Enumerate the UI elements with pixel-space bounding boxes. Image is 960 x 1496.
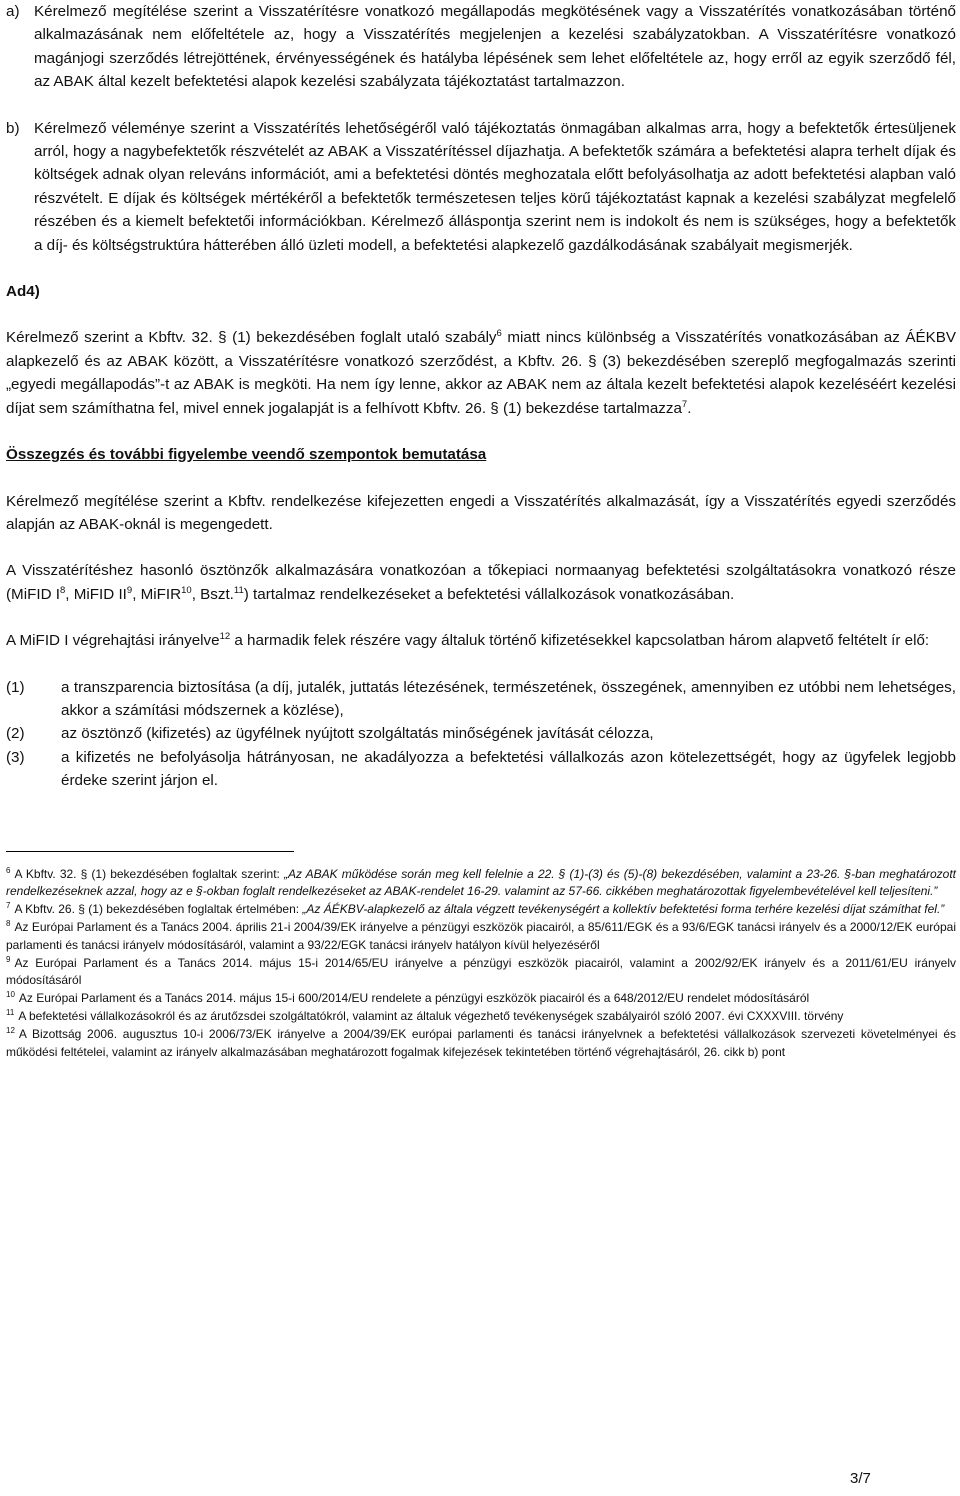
- footnote-ref-6[interactable]: 6: [496, 328, 502, 340]
- page-number: 3/7: [850, 1470, 871, 1487]
- paragraph-b-label: b): [6, 119, 20, 137]
- summary-paragraph-1: Kérelmező megítélése szerint a Kbftv. rendelkezése kifejezetten engedi a Visszatérítés alkalmazását, így a Visszatérítés egyedi szerződés alapján az ABAK-oknál is megengedett.: [6, 492, 956, 533]
- footnote-11: $^{11}$ A befektetési vállalkozásokról és az árutőzsdei szolgáltatókról, valamint az általuk végezhető tevékenységek szabályairól szóló 2007. évi CXXXVIII. törvény: [6, 1007, 844, 1023]
- footnote-10: $^{10}$ Az Európai Parlament és a Tanács 2014. május 15-i 600/2014/EU rendelete a pénzügyi eszközök piacairól és a 648/2012/EU rendelet módosításáról: [6, 990, 810, 1006]
- footnote-ref-9[interactable]: 9: [126, 584, 133, 596]
- footnote-separator: [6, 851, 294, 852]
- footnote-6: $^6$ A Kbftv. 32. § (1) bekezdésében foglaltak szerint: „Az ABAK működése során meg kell felelnie a 22. § (1)-(3) és (5)-(8) bekezdésében, valamint a 23-26. §-ban meghatározott rendelkezéseknek azzal, hogy az e §-okban foglalt rendelkezéseket az ABAK-rendelet 16-29. valamint az 57-66. cikkében meghatározottak figyelembevételével kell teljesíteni.”: [6, 865, 957, 899]
- document-page: [6, 0, 956, 1061]
- list-item: (3) a kifizetés ne befolyásolja hátrányosan, ne akadályozza a befektetési vállalkozás azon kötelezettségét, hogy az ügyfelek legjobb érdeke szerint járjon el.: [6, 748, 956, 790]
- footnote-ref-8[interactable]: 8: [60, 584, 66, 596]
- footnote-ref-10[interactable]: 10: [181, 584, 192, 596]
- footnote-ref-11[interactable]: 11: [233, 584, 244, 596]
- paragraph-a: [6, 0, 956, 94]
- paragraph-a-text: Kérelmező megítélése szerint a Visszatérítésre vonatkozó megállapodás megkötésének vagy a Visszatérítés vonatkozásában történő alkalmazásának nem előfeltétele az, hogy a Visszatérítés megjelenjen a kezelési szabályzatokban. A Visszatérítésre vonatkozó magánjogi szerződés létrejöttének, érvényességének és hatályba lépésének sem lehet előfeltétele az, hogy erről az egyik szerződő fél, az ABAK által kezelt befektetési alapok kezelési szabályzata tájékoztatást tartalmazzon.: [34, 3, 956, 91]
- summary-paragraph-2: A Visszatérítéshez hasonló ösztönzők alkalmazására vonatkozóan a tőkepiaci normaanyag befektetési szolgáltatásokra vonatkozó része (MiFID $I^8$, MiFID $II^9$, MiFIR$^{10}$, Bszt.$^{11}$) tartalmaz rendelkezéseket a befektetési vállalkozások vonatkozásában.: [6, 562, 956, 603]
- ad4-heading: Ad4): [6, 283, 40, 301]
- paragraph-b: [6, 117, 956, 257]
- footnote-9: $^9$ Az Európai Parlament és a Tanács 2014. május 15-i 2014/65/EU irányelve a pénzügyi eszközök piacairól, valamint a 2002/92/EK irányelv és a 2011/61/EU irányelv módosításáról: [6, 954, 956, 988]
- summary-heading: Összegzés és további figyelembe veendő szempontok bemutatása: [6, 446, 487, 464]
- footnote-12: $^{12}$ A Bizottság 2006. augusztus 10-i 2006/73/EK irányelve a 2004/39/EK európai parlamenti és tanácsi irányelvnek a befektetési vállalkozások szervezeti követelményei és működési feltételei, valamint az irányelv alkalmazásában meghatározott fogalmak kifejezések tekintetében történő végrehajtásáról, 26. cikk b) pont: [6, 1025, 956, 1059]
- paragraph-b-text: Kérelmező véleménye szerint a Visszatérítés lehetőségéről való tájékoztatás önmagában alkalmas arra, hogy a befektetők értesüljenek arról, hogy a nagybefektetők részvételét az ABAK a Visszatérítéssel díjazhatja. A befektetők számára a befektetési alapra terhelt díjak és költségek adnak olyan releváns információt, ami a befektetési döntés meghozatala előtt befolyásolhatja az adott befektetési alapban való részvételt. E díjak és költségek mértékéről a befektetők természetesen teljes körű tájékoztatást kapnak a kezelési szabályzat megfelelő részében és a kiemelt befektetői információkban. Kérelmező álláspontja szerint nem is indokolt és nem is szükséges, hogy a befektetők a díj- és költségstruktúra hátterében álló üzleti modell, a befektetési alapkezelő gazdálkodásának szabályait megismerjék.: [34, 119, 956, 254]
- footnote-ref-7[interactable]: 7: [681, 398, 688, 410]
- ad4-paragraph: Kérelmező szerint a Kbftv. 32. § (1) bekezdésében foglalt utaló szabály$^6$ miatt nincs különbség a Visszatérítés vonatkozásában az ÁÉKBV alapkezelő és az ABAK között, a Visszatérítésre vonatkozó szerződést, a Kbftv. 26. § (3) bekezdésében szereplő megfogalmazás szerinti „egyedi megállapodás”-t az ABAK is megköti. Ha nem így lenne, akkor az ABAK nem az általa kezelt befektetési alapok kezeléséért kezelési díjat sem számíthatna fel, mivel ennek jogalapját is a felhívott Kbftv. 26. § (1) bekezdése tartalmazza$^7$.: [6, 328, 956, 417]
- paragraph-a-label: a): [6, 3, 20, 20]
- conditions-list: [6, 676, 956, 793]
- summary-paragraph-3: A MiFID I végrehajtási irányelve$^{12}$ a harmadik felek részére vagy általuk történő kifizetésekkel kapcsolatban három alapvető feltételt ír elő:: [6, 631, 930, 650]
- footnote-7: $^7$ A Kbftv. 26. § (1) bekezdésében foglaltak értelmében: „Az ÁÉKBV-alapkezelő az általa végzett tevékenységért a kollektív befektetési forma terhére kezelési díjat számíthat fel.”: [6, 901, 945, 917]
- footnote-ref-12[interactable]: 12: [219, 631, 231, 643]
- footnote-8: $^8$ Az Európai Parlament és a Tanács 2004. április 21-i 2004/39/EK irányelve a pénzügyi eszközök piacairól, a 85/611/EGK és a 93/6/EGK tanácsi irányelv és a 2000/12/EK európai parlamenti és tanácsi irányelv módosításáról, valamint a 93/22/EGK tanácsi irányelv hatályon kívül helyezéséről: [6, 918, 956, 952]
- list-item: (2) az ösztönző (kifizetés) az ügyfélnek nyújtott szolgáltatás minőségének javítását célozza,: [6, 725, 654, 743]
- list-item: (1) a transzparencia biztosítása (a díj, jutalék, juttatás létezésének, természetének, összegének, amennyiben ez utóbbi nem lehetséges, akkor a számítási módszernek a közlése),: [6, 678, 956, 719]
